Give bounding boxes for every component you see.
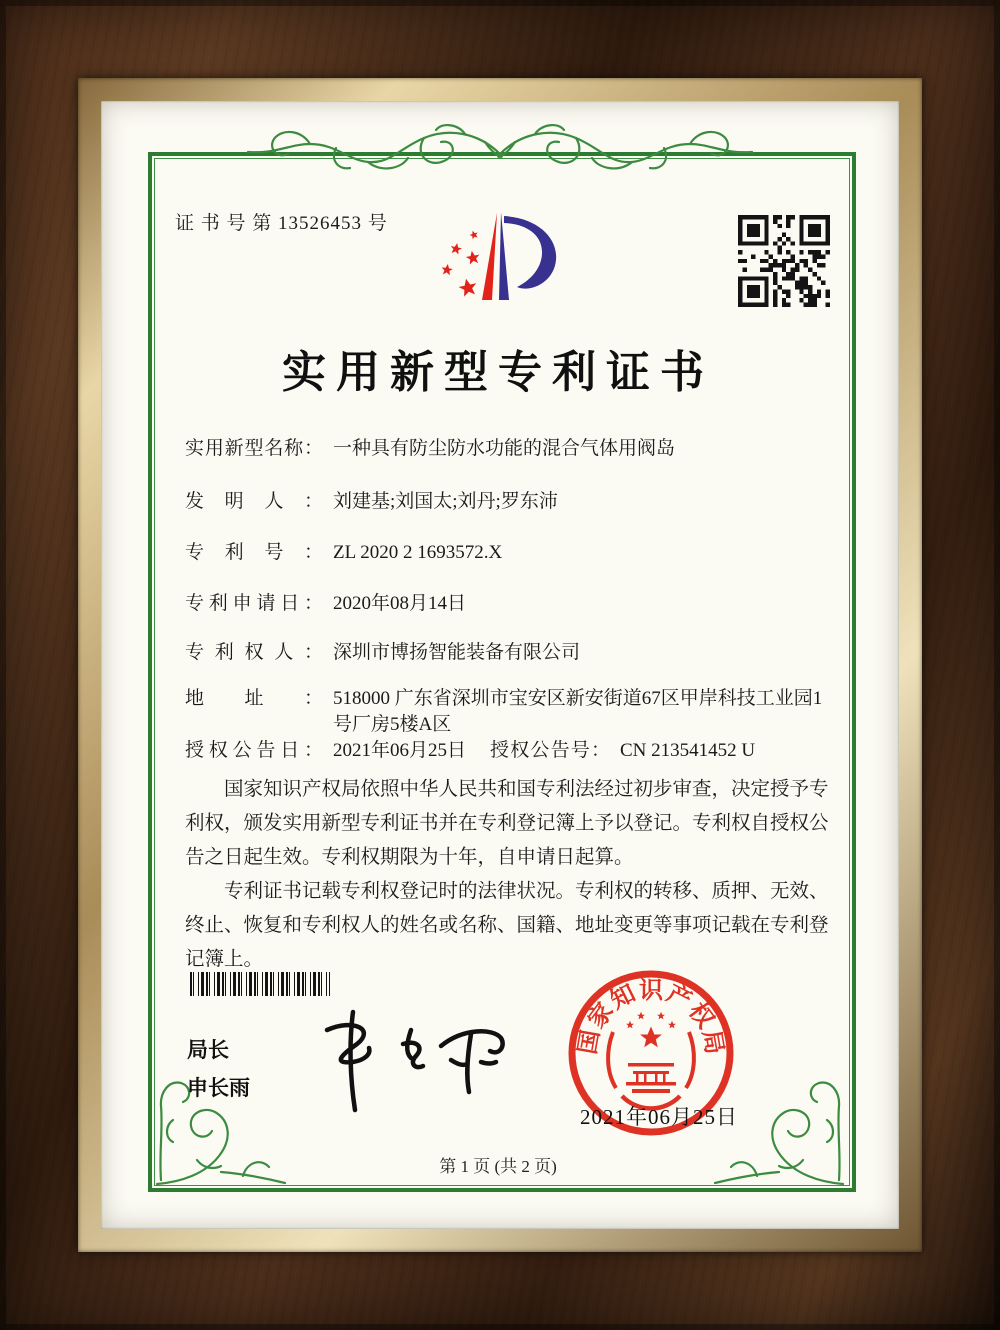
field-value: 518000 广东省深圳市宝安区新安街道67区甲岸科技工业园1号厂房5楼A区: [333, 688, 823, 735]
field-row-name: [185, 436, 840, 462]
svg-text:家: 家: [583, 998, 619, 1034]
officer-block: [187, 1032, 250, 1108]
page-number: 第 1 页 (共 2 页): [439, 1157, 557, 1176]
field-grant-number: [490, 738, 755, 764]
qr-code-icon: [738, 215, 830, 307]
officer-title: 局长: [187, 1039, 229, 1062]
field-row-inventors: [185, 489, 840, 515]
field-label: 专利申请日：: [185, 593, 323, 614]
field-value: 2020年08月14日: [333, 593, 467, 614]
field-value: 一种具有防尘防水功能的混合气体用阀岛: [333, 438, 676, 459]
field-label: 授权公告日：: [185, 740, 323, 761]
svg-text:识: 识: [639, 978, 663, 1004]
field-row-grant: [185, 738, 840, 764]
svg-text:局: 局: [697, 1028, 727, 1057]
field-label: 实用新型名称：: [185, 438, 323, 459]
certificate-number: 证 书 号 第 13526453 号: [175, 213, 388, 234]
legal-paragraph-1: 国家知识产权局依照中华人民共和国专利法经过初步审查，决定授予专利权，颁发实用新型专利证书并在专利登记簿上予以登记。专利权自授权公告之日起生效。专利权期限为十年，自申请日起算。: [185, 779, 829, 868]
field-label: 专利权人：: [185, 642, 323, 663]
cnipa-logo-icon: [438, 203, 570, 310]
svg-text:国: 国: [575, 1028, 605, 1057]
field-row-filing-date: [185, 591, 840, 617]
field-value: 刘建基;刘国太;刘丹;罗东沛: [333, 491, 558, 512]
handwritten-signature-icon: [295, 1000, 510, 1115]
top-scroll-ornament-icon: [240, 112, 760, 182]
field-row-address: [185, 686, 840, 737]
officer-name: 申长雨: [187, 1077, 250, 1100]
field-value: 深圳市博扬智能装备有限公司: [333, 642, 581, 663]
field-label: 地址：: [185, 688, 323, 709]
field-row-patentee: [185, 640, 840, 666]
svg-text:知: 知: [606, 980, 640, 1015]
field-label: 发明人：: [185, 491, 323, 512]
field-value: 2021年06月25日: [333, 740, 467, 761]
field-value: ZL 2020 2 1693572.X: [333, 542, 503, 563]
legal-paragraph-2: 专利证书记载专利权登记时的法律状况。专利权的转移、质押、无效、终止、恢复和专利权人的姓名或名称、国籍、地址变更等事项记载在专利登记簿上。: [185, 881, 829, 970]
certificate-title: 实用新型专利证书: [282, 348, 714, 397]
seal-date: 2021年06月25日: [580, 1105, 738, 1129]
barcode: [190, 972, 330, 996]
svg-text:产: 产: [662, 980, 696, 1015]
field-value: CN 213541452 U: [620, 740, 756, 761]
field-row-patent-number: [185, 540, 840, 566]
field-label: 专利号：: [185, 542, 323, 563]
field-label: 授权公告号：: [490, 740, 610, 761]
legal-text: [185, 773, 835, 977]
svg-text:权: 权: [683, 998, 719, 1034]
